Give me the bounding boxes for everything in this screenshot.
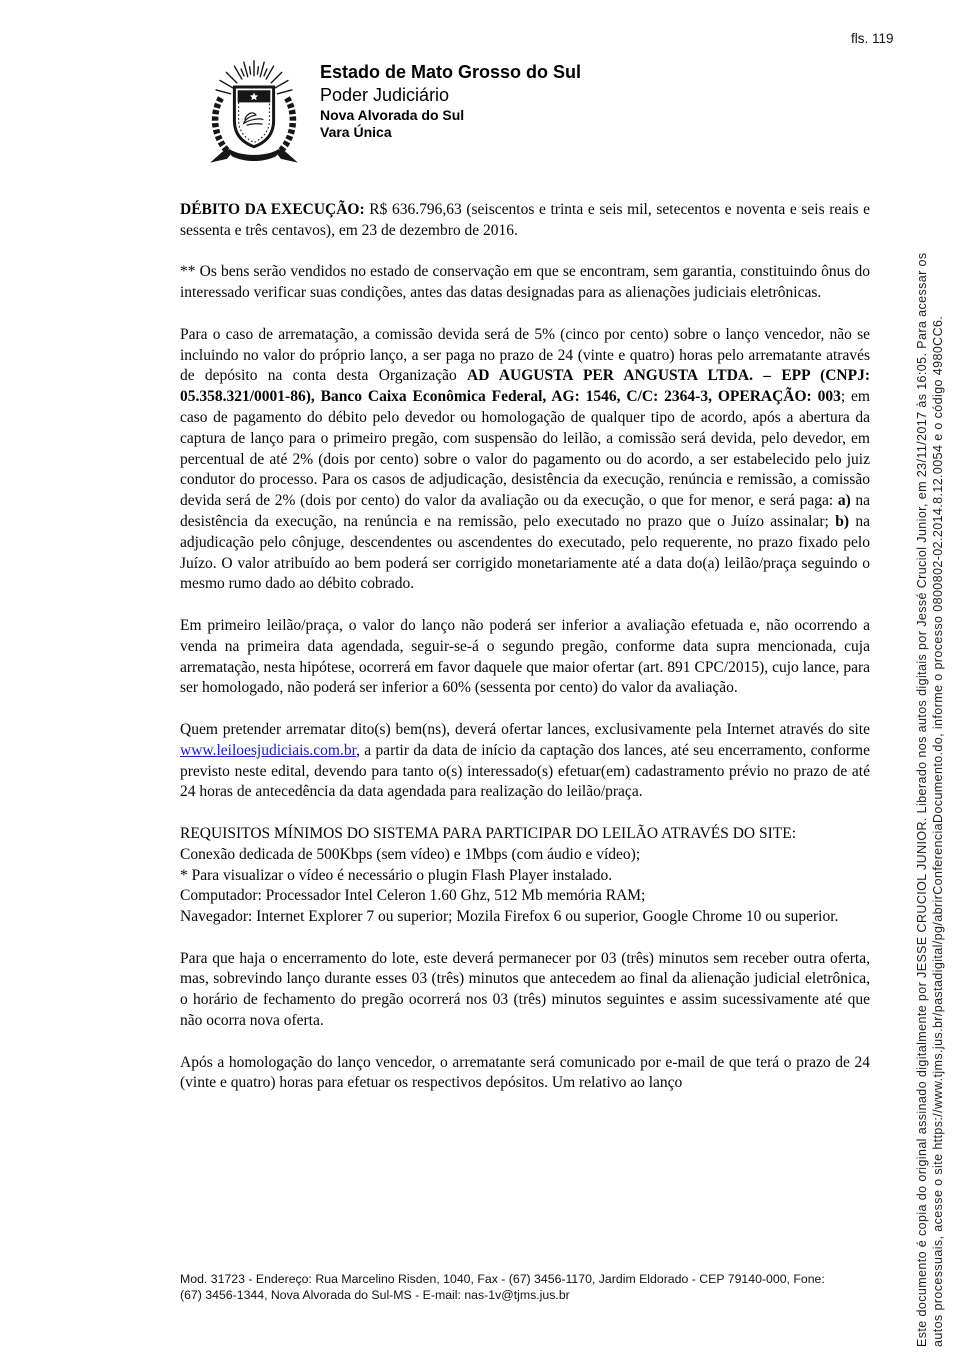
leiloesjudiciais-link[interactable]: www.leiloesjudiciais.com.br	[180, 741, 357, 759]
paragraph-encerramento-lote	[180, 949, 870, 1032]
text-run: , a partir da data de início da captação dos lances, até seu encerramento, conforme previsto neste edital, devendo para tanto o(s) interessado(s) efetuar(em) cadastramento prévio no prazo de até 24 horas de antecedência da data agendada para realização do leilão/praça.	[180, 741, 870, 801]
text-line: Navegador: Internet Explorer 7 ou superior; Mozila Firefox 6 ou superior, Google Chrome 10 ou superior.	[180, 908, 839, 926]
header-district: Nova Alvorada do Sul	[320, 107, 465, 123]
court-header	[198, 57, 581, 173]
text-line: Computador: Processador Intel Celeron 1.60 Ghz, 512 Mb memória RAM;	[180, 887, 646, 905]
text-run: R$ 636.796,63 (seiscentos e trinta e seis mil, setecentos e noventa e seis reais e sessenta e três centavos), em 23 de dezembro de 2016.	[180, 201, 870, 239]
text-run: Quem pretender arrematar dito(s) bem(ns), deverá ofertar lances, exclusivamente pela Internet através do site	[180, 720, 870, 738]
stamp-line-2: autos processuais, acesse o site https://www.tjms.jus.br/pastadigital/pg/abrirConferenciaDocumento.do, informe o processo 0800802-02.2014.8.12.0054 e o código 4980CC6.	[931, 315, 945, 1347]
text-run: Para que haja o encerramento do lote, este deverá permanecer por 03 (três) minutos sem receber outra oferta, mas, sobrevindo lanço durante esses 03 (três) minutos que antecedem ao final da alienação judicial eletrônica, o horário de fechamento do pregão ocorrerá nos 03 (três) minutos seguintes e assim sucessivamente até que não ocorra nova oferta.	[180, 949, 870, 1030]
folio-number: fls. 119	[851, 31, 894, 46]
text-line: Conexão dedicada de 500Kbps (sem vídeo) e 1Mbps (com áudio e vídeo);	[180, 845, 641, 863]
paragraph-primeiro-leilao	[180, 616, 870, 699]
paragraph-debito-execucao	[180, 200, 870, 242]
coat-of-arms-icon	[198, 57, 310, 173]
header-court: Vara Única	[320, 124, 392, 140]
stamp-line-1: Este documento é copia do original assinado digitalmente por JESSE CRUCIOL JUNIOR. Liberado nos autos digitais por Jessé Cruciol Junior, em 23/11/2017 às 16:05. Para acessar os	[915, 252, 929, 1347]
text-run: a)	[837, 492, 851, 510]
text-line: REQUISITOS MÍNIMOS DO SISTEMA PARA PARTICIPAR DO LEILÃO ATRAVÉS DO SITE:	[180, 824, 797, 842]
text-run: Em primeiro leilão/praça, o valor do lanço não poderá ser inferior a avaliação efetuada e, não ocorrendo a venda na primeira data agendada, seguir-se-á o segundo pregão, conforme data supra mencionada, cuja arrematação, nesta hipótese, ocorrerá em favor daquele que maior ofertar (art. 891 CPC/2015), cujo lance, para ser homologado, não poderá ser inferior a 60% (sessenta por cento) do valor da avaliação.	[180, 616, 870, 697]
text-run: DÉBITO DA EXECUÇÃO:	[180, 201, 365, 218]
text-run: ** Os bens serão vendidos no estado de conservação em que se encontram, sem garantia, constituindo ônus do interessado verificar suas condições, antes das datas designadas para as alienações judiciais eletrônicas.	[180, 263, 870, 302]
paragraph-lances-internet	[180, 720, 870, 803]
text-run: AD AUGUSTA PER ANGUSTA LTDA. – EPP (CNPJ: 05.358.321/0001-86), Banco Caixa Econômica Federal, AG: 1546, C/C: 2364-3, OPERAÇÃO: 003	[180, 367, 870, 406]
digital-signature-stamp	[914, 137, 946, 1347]
paragraph-homologacao	[180, 1053, 870, 1095]
text-line: (67) 3456-1344, Nova Alvorada do Sul-MS - E-mail: nas-1v@tjms.jus.br	[180, 1288, 570, 1302]
section-requisitos	[180, 824, 870, 928]
text-run: na adjudicação pelo cônjuge, descendentes ou ascendentes do executado, pelo requerente, no prazo fixado pelo Juízo. O valor atribuído ao bem poderá ser corrigido monetariamente até a data do(a) leilão/praça seguindo o mesmo rumo dado ao débito cobrado.	[180, 512, 870, 593]
text-line: * Para visualizar o vídeo é necessário o plugin Flash Player instalado.	[180, 866, 613, 884]
text-line: Mod. 31723 - Endereço: Rua Marcelino Risden, 1040, Fax - (67) 3456-1170, Jardim Eldorado - CEP 79140-000, Fone:	[180, 1272, 825, 1286]
header-state: Estado de Mato Grosso do Sul	[320, 62, 582, 82]
text-run: na desistência da execução, na renúncia e na remissão, pelo executado no prazo que o Juízo assinalar;	[180, 492, 870, 530]
text-run: Para o caso de arrematação, a comissão devida será de 5% (cinco por cento) sobre o lanço vencedor, não se incluindo no valor do próprio lanço, a ser paga no prazo de 24 (vinte e quatro) horas pelo arrematante através de depósito na conta desta Organização	[180, 325, 870, 385]
paragraph-comissao	[180, 325, 870, 595]
court-header-text	[320, 57, 581, 173]
document-body	[180, 200, 870, 1115]
text-run: b)	[835, 512, 849, 530]
header-branch: Poder Judiciário	[320, 85, 450, 105]
paragraph-estado-bens	[180, 262, 870, 304]
text-run: Após a homologação do lanço vencedor, o arrematante será comunicado por e-mail de que terá o prazo de 24 (vinte e quatro) horas para efetuar os respectivos depósitos. Um relativo ao lanço	[180, 1053, 870, 1092]
text-run: ; em caso de pagamento do débito pelo devedor ou homologação de qualquer tipo de acordo, após a abertura da captura de lanço para o primeiro pregão, com suspensão do leilão, a comissão será devida, pelo devedor, em percentual de até 2% (dois por cento) sobre o valor do pagamento ou do acordo, a ser estabelecido pelo juiz condutor do processo. Para os casos de adjudicação, desistência da execução, renúncia e remissão, a comissão devida será de 2% (dois por cento) do valor da avaliação ou da execução, o que for menor, e será paga:	[180, 388, 870, 510]
page-footer	[180, 1271, 880, 1303]
